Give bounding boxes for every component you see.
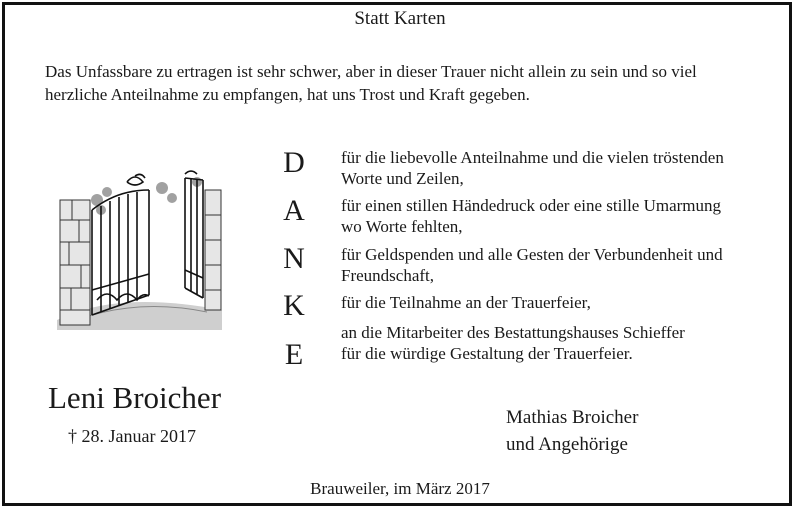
intro-line: Das Unfassbare zu ertragen ist sehr schwer, aber in dieser Trauer nicht allein zu sein und so viel bbox=[45, 62, 697, 81]
danke-line: für einen stillen Händedruck oder eine stille Umarmung bbox=[341, 196, 722, 215]
danke-line: für Geldspenden und alle Gesten der Verbundenheit und bbox=[341, 245, 723, 264]
danke-letter-d: D bbox=[283, 146, 305, 179]
danke-line: Freundschaft, bbox=[341, 266, 435, 285]
signature bbox=[506, 404, 638, 458]
place-date: Brauweiler, im März 2017 bbox=[310, 479, 490, 498]
danke-line: für die Teilnahme an der Trauerfeier, bbox=[341, 293, 591, 312]
danke-line: an die Mitarbeiter des Bestattungshauses Schieffer bbox=[341, 323, 685, 342]
signature-line: Mathias Broicher bbox=[506, 407, 639, 428]
danke-line: Worte und Zeilen, bbox=[341, 169, 464, 188]
header-title: Statt Karten bbox=[354, 8, 446, 29]
signature-line: und Angehörige bbox=[506, 434, 628, 455]
danke-letter-n: N bbox=[283, 242, 305, 275]
danke-line: für die würdige Gestaltung der Trauerfeier. bbox=[341, 344, 633, 363]
danke-letter-k: K bbox=[283, 289, 305, 322]
intro-text bbox=[45, 60, 775, 106]
deceased-name: Leni Broicher bbox=[48, 380, 222, 415]
danke-letter-a: A bbox=[283, 194, 305, 227]
danke-line: für die liebevolle Anteilnahme und die vielen tröstenden bbox=[341, 148, 724, 167]
danke-letter-e: E bbox=[284, 338, 304, 371]
danke-line: wo Worte fehlten, bbox=[341, 217, 463, 236]
intro-line: herzliche Anteilnahme zu empfangen, hat uns Trost und Kraft gegeben. bbox=[45, 85, 530, 104]
garden-gate-illustration bbox=[57, 170, 222, 330]
death-date: † 28. Januar 2017 bbox=[68, 426, 196, 446]
